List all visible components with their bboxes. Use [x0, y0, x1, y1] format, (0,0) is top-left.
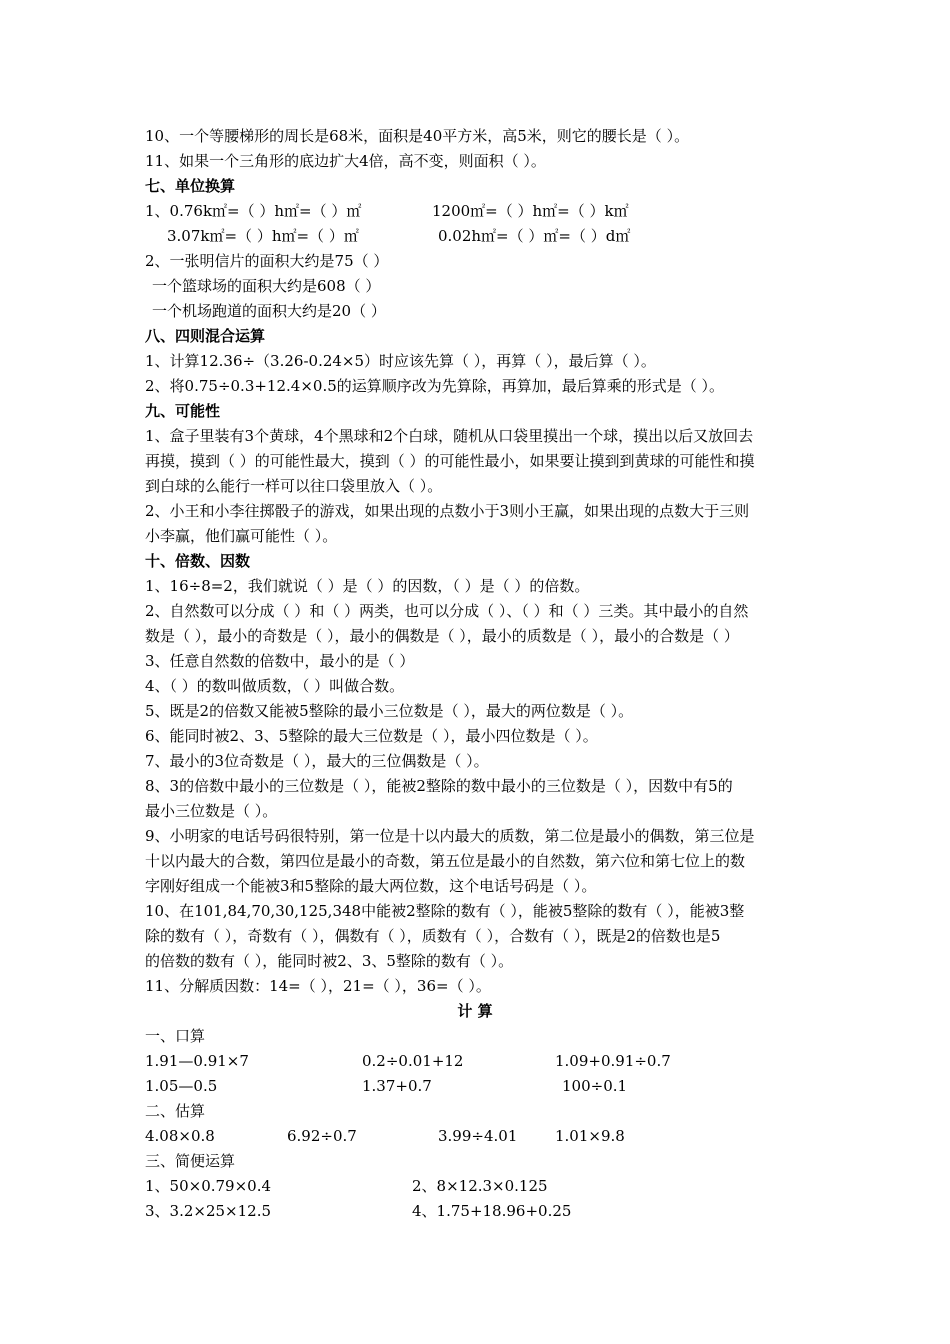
question-line: 1、盒子里装有3个黄球，4个黑球和2个白球，随机从口袋里摸出一个球，摸出以后又放回去 — [145, 427, 754, 445]
problem-item: 4.08×0.8 — [145, 1127, 215, 1145]
problem-item: 3.99÷4.01 — [438, 1127, 518, 1145]
question-line: 2、小王和小李往掷骰子的游戏，如果出现的点数小于3则小王赢，如果出现的点数大于三则 — [145, 502, 750, 520]
question-line: 字刚好组成一个能被3和5整除的最大两位数，这个电话号码是（ ）。 — [145, 877, 597, 895]
question-line: 1、0.76k㎡=（ ）h㎡=（ ）㎡ — [145, 202, 362, 220]
question-line: 10、在101,84,70,30,125,348中能被2整除的数有（ ），能被5整除的数有（ ），能被3整 — [145, 902, 745, 920]
page-title: 计 算 — [457, 1002, 493, 1020]
section-heading: 二、估算 — [145, 1102, 206, 1120]
section-heading: 三、简便运算 — [145, 1152, 236, 1170]
question-line: 2、一张明信片的面积大约是75（ ） — [145, 252, 389, 270]
problem-item: 1.09+0.91÷0.7 — [555, 1052, 671, 1070]
problem-item: 0.2÷0.01+12 — [362, 1052, 464, 1070]
section-heading: 九、可能性 — [145, 402, 221, 420]
problem-item: 3、3.2×25×12.5 — [145, 1202, 272, 1220]
problem-item: 1.37+0.7 — [362, 1077, 432, 1095]
section-heading: 八、四则混合运算 — [145, 327, 266, 345]
problem-item: 1.01×9.8 — [555, 1127, 625, 1145]
question-line: 的倍数的数有（ ），能同时被2、3、5整除的数有（ ）。 — [145, 952, 514, 970]
question-line: 3.07k㎡=（ ）h㎡=（ ）㎡ — [167, 227, 359, 245]
question-line: 十以内最大的合数，第四位是最小的奇数，第五位是最小的自然数，第六位和第七位上的数 — [145, 852, 746, 870]
question-line: 11、分解质因数：14=（ ），21=（ ），36=（ ）。 — [145, 977, 491, 995]
question-line: 再摸，摸到（ ）的可能性最大，摸到（ ）的可能性最小，如果要让摸到到黄球的可能性和摸 — [145, 452, 755, 470]
problem-item: 1、50×0.79×0.4 — [145, 1177, 272, 1195]
problem-item: 1.05—0.5 — [145, 1077, 218, 1095]
question-line: 10、一个等腰梯形的周长是68米，面积是40平方米，高5米，则它的腰长是（ ）。 — [145, 127, 690, 145]
question-line: 数是（ ），最小的奇数是（ ），最小的偶数是（ ），最小的质数是（ ），最小的合数是（ ） — [145, 627, 739, 645]
question-line: 除的数有（ ），奇数有（ ），偶数有（ ），质数有（ ），合数有（ ），既是2的倍数也是5 — [145, 927, 721, 945]
question-line: 3、任意自然数的倍数中，最小的是（ ） — [145, 652, 415, 670]
question-line: 8、3的倍数中最小的三位数是（ ），能被2整除的数中最小的三位数是（ ），因数中有5的 — [145, 777, 733, 795]
question-line: 小李赢，他们赢可能性（ ）。 — [145, 527, 338, 545]
question-line: 1、计算12.36÷（3.26-0.24×5）时应该先算（ ），再算（ ），最后算（ ）。 — [145, 352, 656, 370]
question-line: 一个机场跑道的面积大约是20（ ） — [152, 302, 386, 320]
question-line: 4、（ ）的数叫做质数，（ ）叫做合数。 — [145, 677, 405, 695]
question-line: 5、既是2的倍数又能被5整除的最小三位数是（ ），最大的两位数是（ ）。 — [145, 702, 634, 720]
problem-item: 100÷0.1 — [562, 1077, 628, 1095]
question-line: 1、16÷8=2，我们就说（ ）是（ ）的因数，（ ）是（ ）的倍数。 — [145, 577, 590, 595]
question-line: 11、如果一个三角形的底边扩大4倍，高不变，则面积（ ）。 — [145, 152, 546, 170]
problem-item: 1.91—0.91×7 — [145, 1052, 249, 1070]
question-line: 到白球的么能行一样可以往口袋里放入（ ）。 — [145, 477, 443, 495]
problem-item: 2、8×12.3×0.125 — [412, 1177, 548, 1195]
problem-item: 6.92÷0.7 — [287, 1127, 357, 1145]
question-line: 最小三位数是（ ）。 — [145, 802, 278, 820]
question-line: 6、能同时被2、3、5整除的最大三位数是（ ），最小四位数是（ ）。 — [145, 727, 598, 745]
question-line: 0.02h㎡=（ ）㎡=（ ）d㎡ — [438, 227, 631, 245]
question-line: 2、将0.75÷0.3+12.4×0.5的运算顺序改为先算除，再算加，最后算乘的形式是（ ）。 — [145, 377, 725, 395]
question-line: 一个篮球场的面积大约是608（ ） — [152, 277, 381, 295]
section-heading: 七、单位换算 — [145, 177, 236, 195]
question-line: 7、最小的3位奇数是（ ），最大的三位偶数是（ ）。 — [145, 752, 489, 770]
problem-item: 4、1.75+18.96+0.25 — [412, 1202, 572, 1220]
question-line: 1200㎡=（ ）h㎡=（ ）k㎡ — [432, 202, 629, 220]
section-heading: 十、倍数、因数 — [145, 552, 251, 570]
section-heading: 一、口算 — [145, 1027, 206, 1045]
question-line: 2、自然数可以分成（ ）和（ ）两类，也可以分成（ ）、（ ）和（ ）三类。其中最小的自然 — [145, 602, 749, 620]
question-line: 9、小明家的电话号码很特别，第一位是十以内最大的质数，第二位是最小的偶数，第三位是 — [145, 827, 755, 845]
